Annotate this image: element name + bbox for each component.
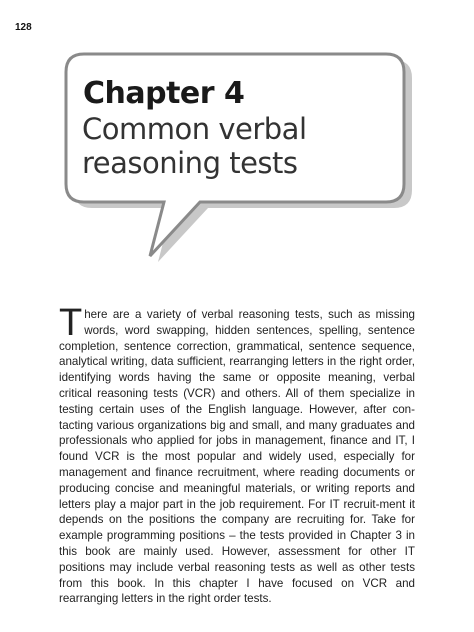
drop-cap: T (59, 302, 83, 344)
chapter-number: Chapter 4 (83, 76, 245, 111)
body-paragraph (59, 302, 415, 607)
chapter-title-line: reasoning tests (82, 146, 298, 180)
body-paragraph-text: here are a variety of verbal reasoning tests, such as missing words, word swapping, hidden sentences, spelling, sentence completion, sentence correction, grammatical, sentence sequence, analytical writing, data sufficient, rearranging letters in the right order, identifying words having the same or opposite meaning, verbal critical reasoning tests (VCR) and others. All of them specialize in testing certain uses of the English language. However, after con-tacting various organizations big and small, and many graduates and professionals who applied for jobs in management, finance and IT, I found VCR is the most popular and widely used, especially for management and finance recruitment, where reading documents or producing concise and meaningful materials, or writing reports and letters play a major part in the job requirement. For IT recruit-ment it depends on the positions the company are recruiting for. Take for example programming positions – the tests provided in Chapter 3 in this book are mainly used. However, assessment for other IT positions may include verbal reasoning tests as well as other tests from this book. In this chapter I have focused on VCR and rearranging letters in the right order tests. (59, 308, 415, 606)
chapter-title (82, 112, 382, 180)
page-number: 128 (15, 22, 32, 33)
chapter-title-line: Common verbal (82, 112, 307, 146)
